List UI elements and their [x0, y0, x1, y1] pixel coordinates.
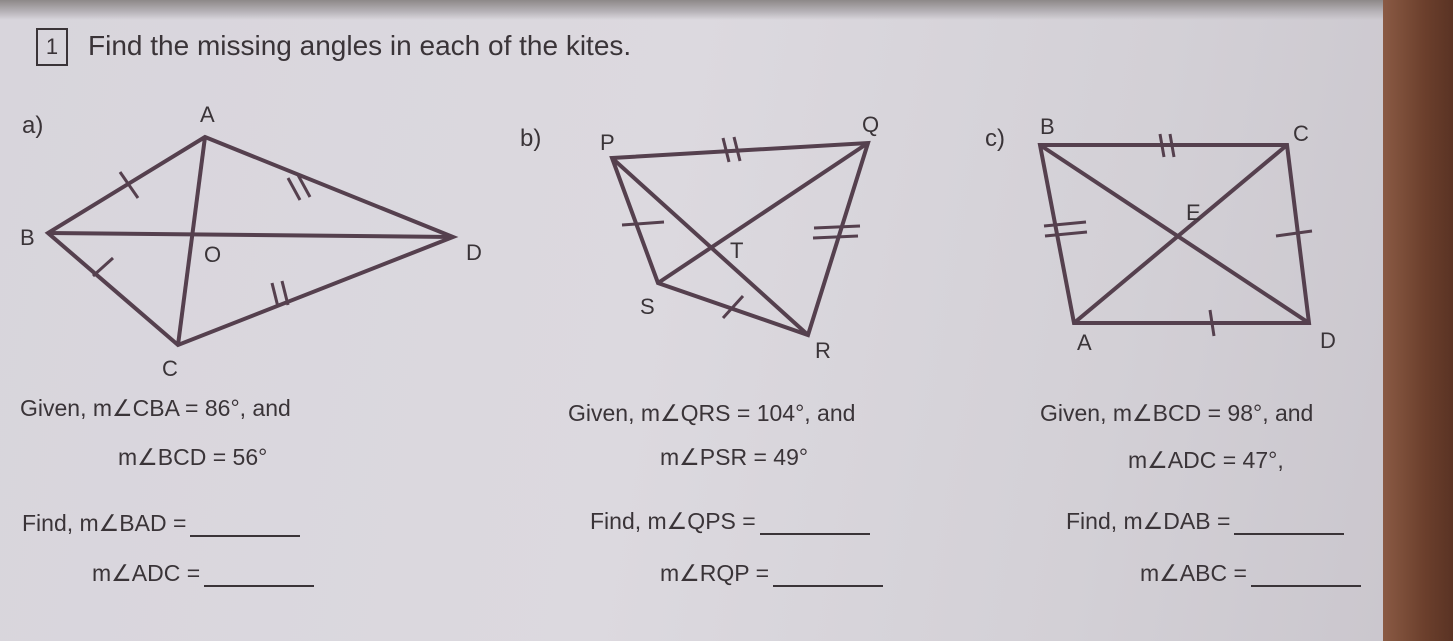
kite-b-diagonal-qs — [658, 143, 868, 283]
kite-c-label-a: A — [1077, 330, 1092, 355]
part-a-find-line1 — [22, 510, 300, 537]
part-a-find-label1: Find, m∠BAD = — [22, 510, 187, 536]
kite-a-diagonal-bd — [48, 233, 453, 237]
kite-b-label-p: P — [600, 130, 615, 155]
part-c-given-line1: Given, m∠BCD = 98°, and — [1040, 400, 1314, 426]
part-a-given-line2: m∠BCD = 56° — [118, 444, 268, 470]
kite-b-label-s: S — [640, 294, 655, 319]
question-title: Find the missing angles in each of the kites. — [88, 30, 632, 61]
part-c-label: c) — [985, 125, 1005, 152]
kite-a-label-a: A — [200, 102, 215, 127]
part-b-label: b) — [520, 125, 542, 152]
kite-c-diagonal-ca — [1074, 145, 1287, 323]
kite-a-label-c: C — [162, 356, 178, 381]
part-b-given-line1: Given, m∠QRS = 104°, and — [568, 400, 856, 426]
part-a-find-label2: m∠ADC = — [92, 560, 201, 586]
kite-c-tick-cd — [1276, 231, 1312, 236]
kite-a-tick-ad-1 — [288, 178, 300, 200]
kite-c-tick-ba-1 — [1044, 222, 1086, 226]
part-a-find-line2 — [92, 560, 314, 587]
kite-b-label-r: R — [815, 338, 831, 363]
part-b-answer-blank-1[interactable] — [760, 532, 870, 535]
kite-c-label-d: D — [1320, 328, 1336, 353]
kite-a-diagonal-ac — [178, 137, 205, 345]
kite-b-diagram — [600, 112, 879, 363]
kite-a-outline — [48, 137, 453, 345]
part-c-given-line2: m∠ADC = 47°, — [1128, 447, 1284, 473]
part-c-find-line2 — [1140, 560, 1361, 587]
kite-a-tick-bc — [93, 258, 113, 276]
kite-c-tick-bc-1 — [1160, 134, 1164, 157]
part-b-find-label1: Find, m∠QPS = — [590, 508, 756, 534]
kite-a-tick-cd-1 — [272, 283, 278, 307]
part-c-answer-blank-1[interactable] — [1234, 532, 1344, 535]
kite-a-label-o: O — [204, 242, 222, 267]
kite-c-tick-ba-2 — [1045, 232, 1087, 236]
part-b-find-line1 — [590, 508, 870, 535]
part-b-find-line2 — [660, 560, 883, 587]
part-c-find-label2: m∠ABC = — [1140, 560, 1247, 586]
kite-c-tick-bc-2 — [1170, 134, 1174, 157]
kite-b-label-t: T — [730, 238, 744, 263]
part-b-find-label2: m∠RQP = — [660, 560, 770, 586]
part-a-answer-blank-2[interactable] — [204, 584, 314, 587]
kite-c-label-e: E — [1186, 200, 1201, 225]
kite-c-tick-ad — [1210, 310, 1214, 336]
question-number: 1 — [36, 28, 68, 66]
part-a-label: a) — [22, 112, 44, 139]
kite-c-label-c: C — [1293, 121, 1309, 146]
kite-c-label-b: B — [1040, 114, 1055, 139]
kite-b-tick-qr-2 — [813, 236, 858, 238]
part-c-find-line1 — [1066, 508, 1344, 535]
part-a-given-line1: Given, m∠CBA = 86°, and — [20, 395, 291, 421]
kite-a-diagram — [20, 102, 482, 381]
kite-a-label-d: D — [466, 240, 482, 265]
kite-b-label-q: Q — [862, 112, 880, 137]
part-b-given-line2: m∠PSR = 49° — [660, 444, 809, 470]
part-b-answer-blank-2[interactable] — [773, 584, 883, 587]
kite-b-tick-qr-1 — [814, 226, 860, 228]
kite-b-tick-ps — [622, 222, 664, 225]
part-c-answer-blank-2[interactable] — [1251, 584, 1361, 587]
part-c-find-label1: Find, m∠DAB = — [1066, 508, 1231, 534]
kite-c-diagram — [1040, 114, 1336, 355]
kite-a-label-b: B — [20, 225, 35, 250]
part-a-answer-blank-1[interactable] — [190, 534, 300, 537]
